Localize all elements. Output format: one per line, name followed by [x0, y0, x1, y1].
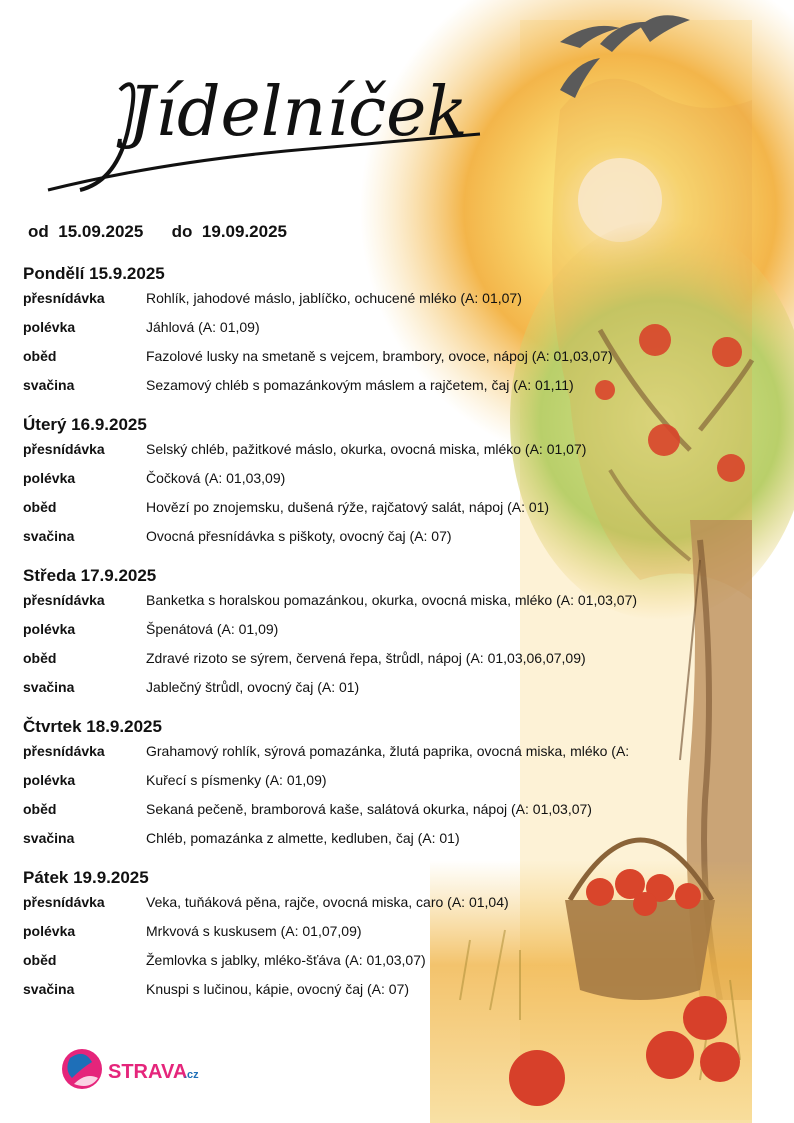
meal-label: oběd — [23, 499, 57, 515]
meal-dish: Hovězí po znojemsku, dušená rýže, rajčatový salát, nápoj (A: 01) — [146, 499, 550, 515]
meal-row — [23, 439, 743, 468]
meal-row — [23, 619, 743, 648]
meal-dish: Fazolové lusky na smetaně s vejcem, brambory, ovoce, nápoj (A: 01,03,07) — [146, 348, 613, 364]
meal-dish: Žemlovka s jablky, mléko-šťáva (A: 01,03,07) — [146, 952, 426, 968]
meal-dish: Kuřecí s písmenky (A: 01,09) — [146, 772, 327, 788]
meal-dish: Jablečný štrůdl, ovocný čaj (A: 01) — [146, 679, 360, 695]
from-label: od — [28, 222, 49, 241]
meal-label: polévka — [23, 772, 76, 788]
day-title: Čtvrtek 18.9.2025 — [23, 717, 162, 736]
meal-row — [23, 317, 743, 346]
day-section — [23, 866, 743, 1008]
meal-dish: Sekaná pečeně, bramborová kaše, salátová okurka, nápoj (A: 01,03,07) — [146, 801, 592, 817]
meal-row — [23, 468, 743, 497]
meal-row — [23, 741, 743, 770]
meal-label: oběd — [23, 952, 57, 968]
day-section — [23, 564, 743, 706]
day-section — [23, 413, 743, 555]
day-section — [23, 262, 743, 404]
meal-label: svačina — [23, 830, 75, 846]
date-range — [28, 222, 287, 242]
meal-dish: Banketka s horalskou pomazánkou, okurka, ovocná miska, mléko (A: 01,03,07) — [146, 592, 638, 608]
meal-label: svačina — [23, 528, 75, 544]
meal-dish: Mrkvová s kuskusem (A: 01,07,09) — [146, 923, 362, 939]
day-section — [23, 715, 743, 857]
meal-label: přesnídávka — [23, 894, 105, 910]
strava-logo — [60, 1042, 210, 1097]
logo-name: STRAVA — [108, 1061, 188, 1083]
meal-row — [23, 828, 743, 857]
meal-dish: Rohlík, jahodové máslo, jablíčko, ochucené mléko (A: 01,07) — [146, 290, 522, 306]
logo-suffix: .cz — [184, 1069, 199, 1081]
meal-dish: Veka, tuňáková pěna, rajče, ovocná miska, caro (A: 01,04) — [146, 894, 509, 910]
title-text: Jídelníček — [128, 73, 468, 152]
meal-label: přesnídávka — [23, 743, 105, 759]
day-title: Pátek 19.9.2025 — [23, 868, 149, 887]
meal-row — [23, 590, 743, 619]
meal-label: přesnídávka — [23, 441, 105, 457]
meal-dish: Knuspi s lučinou, kápie, ovocný čaj (A: 07) — [146, 981, 410, 997]
from-date: 15.09.2025 — [58, 222, 144, 241]
meal-row — [23, 799, 743, 828]
meal-label: polévka — [23, 470, 76, 486]
meal-dish: Zdravé rizoto se sýrem, červená řepa, štrůdl, nápoj (A: 01,03,06,07,09) — [146, 650, 586, 666]
day-title: Úterý 16.9.2025 — [23, 415, 147, 434]
meal-label: přesnídávka — [23, 592, 105, 608]
meal-dish: Grahamový rohlík, sýrová pomazánka, žlutá paprika, ovocná miska, mléko (A: — [146, 743, 630, 759]
meal-row — [23, 979, 743, 1008]
meal-dish: Čočková (A: 01,03,09) — [146, 470, 286, 486]
meal-label: polévka — [23, 319, 76, 335]
meal-dish: Ovocná přesnídávka s piškoty, ovocný čaj (A: 07) — [146, 528, 452, 544]
meal-label: polévka — [23, 621, 76, 637]
day-title: Středa 17.9.2025 — [23, 566, 157, 585]
to-label: do — [171, 222, 193, 241]
meal-row — [23, 375, 743, 404]
meal-row — [23, 288, 743, 317]
weekly-menu — [23, 262, 743, 1017]
meal-label: oběd — [23, 348, 57, 364]
meal-row — [23, 770, 743, 799]
meal-row — [23, 526, 743, 555]
meal-label: oběd — [23, 801, 57, 817]
meal-dish: Sezamový chléb s pomazánkovým máslem a rajčetem, čaj (A: 01,11) — [146, 377, 574, 393]
meal-label: přesnídávka — [23, 290, 105, 306]
meal-row — [23, 346, 743, 375]
meal-label: svačina — [23, 981, 75, 997]
meal-row — [23, 677, 743, 706]
day-title: Pondělí 15.9.2025 — [23, 264, 165, 283]
meal-row — [23, 648, 743, 677]
meal-label: svačina — [23, 679, 75, 695]
meal-label: polévka — [23, 923, 76, 939]
menu-title — [20, 40, 500, 210]
meal-row — [23, 892, 743, 921]
meal-dish: Chléb, pomazánka z almette, kedluben, čaj (A: 01) — [146, 830, 460, 846]
meal-label: oběd — [23, 650, 57, 666]
to-date: 19.09.2025 — [201, 222, 287, 241]
meal-dish: Jáhlová (A: 01,09) — [146, 319, 260, 335]
meal-row — [23, 921, 743, 950]
meal-dish: Selský chléb, pažitkové máslo, okurka, ovocná miska, mléko (A: 01,07) — [146, 441, 587, 457]
meal-label: svačina — [23, 377, 75, 393]
meal-row — [23, 497, 743, 526]
meal-row — [23, 950, 743, 979]
meal-dish: Špenátová (A: 01,09) — [146, 621, 279, 637]
